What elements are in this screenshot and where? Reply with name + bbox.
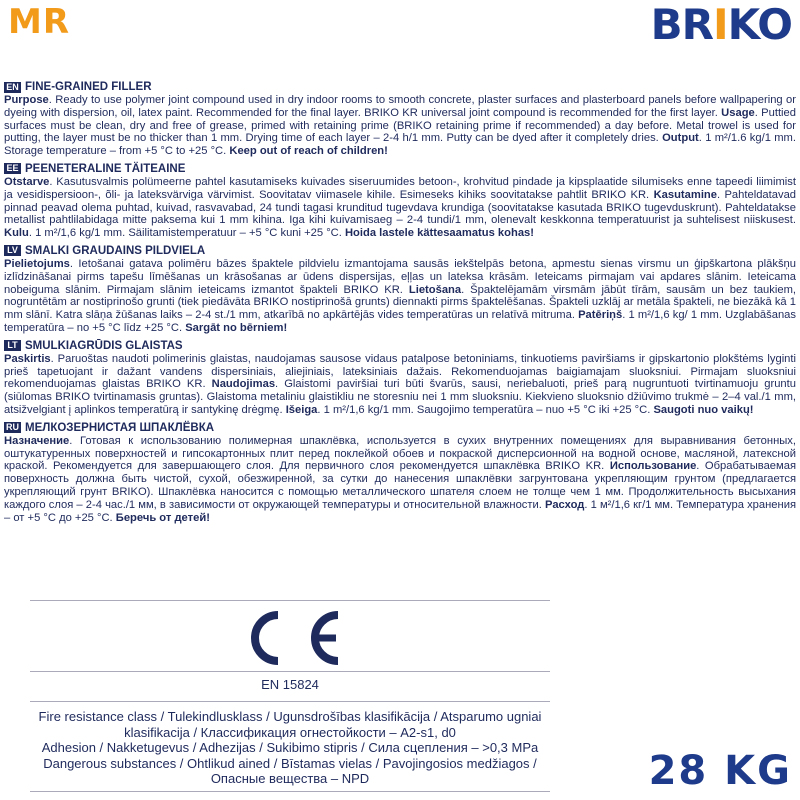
bold-term: Patēriņš — [578, 309, 623, 322]
net-weight: 28 KG — [648, 748, 792, 794]
body-text: . Paruoštas naudoti polimerinis glaistas, naudojamas sausose vidaus patalpose betoniniams, tinkuotiems paviršiams ir gipskartonio plokštėms lyginti prieš tapetuojant ir dažant vandens dispersiniais, aliejiniais, lateksiniais dažais. Rekomenduojamas baigiamajam sluoksniui. Pirmajam sluoksniui rekomenduojamas glaistas BRIKO KR. — [4, 352, 796, 391]
language-badge: EE — [4, 163, 21, 174]
section-lt — [4, 339, 796, 417]
ce-declaration — [30, 600, 550, 792]
ce-mark-icon — [226, 609, 346, 667]
section-ee — [4, 162, 796, 240]
bold-term: Purpose — [4, 94, 49, 106]
body-text: . 1 m²/1,6 kg/1 mm. Säilitamistemperatuur – +5 °C kuni +25 °C. — [28, 227, 345, 240]
section-body — [4, 353, 796, 417]
body-text: . Обрабатываемая поверхность должна быть чистой, сухой, обезжиренной, за сутки до нанесения шпаклёвки загрунтована укрепляющим грунтом (предлагается укрепляющий грунт BRIKO). Шпаклёвка наносится с помощью металлического шпателя слоем не толще чем 1 мм. Продолжительность высыхания каждого слоя – 2-4 час./1 мм, в зависимости от окружающей температуры и относительной влажности. — [4, 460, 797, 511]
section-body — [4, 435, 796, 525]
bold-term: Keep out of reach of children! — [229, 145, 388, 158]
bold-term: Saugoti nuo vaikų! — [653, 403, 754, 416]
bold-term: Usage — [721, 106, 755, 119]
body-text: . Ready to use polymer joint compound used in dry indoor rooms to smooth concrete, plaster surfaces and plasterboard panels before wallpapering or dyeing with dispersion, oil, latex paint. Recommended for the final layer. BRIKO KR universal joint compound is recommended for the first layer. — [4, 94, 796, 119]
property-line: Опасные вещества – NPD — [210, 771, 370, 786]
property-line: Adhesion / Nakketugevus / Adhezijas / Sukibimo stipris / Сила сцепления – >0,3 MPa — [41, 740, 539, 755]
language-badge: EN — [4, 82, 21, 93]
body-text: . 1 m²/1.6 kg/1 mm. Storage temperature – from +5 °C to +25 °C. — [4, 132, 796, 158]
briko-logo: BRIKO — [650, 0, 792, 49]
section-title: SMALKI GRAUDAINS PILDVIELA — [25, 244, 206, 257]
body-text: . Špaktelējamām virsmām jābūt tīrām, sausām un bez taukiem, nogruntētām ar nostiprinošo grunti (tiek piedāvāta BRIKO nostiprinošā grunts) diennakti pirms špaktelēšanas. Špakteli uzklāj ar metāla špakteli, ne biezākā kā 1 mm slānī. Katra slāņa žūšanas laiks – 2-4 st./1 mm, atkarībā no apkārtējās vides temperatūras un relatīvā mitruma. — [4, 283, 796, 322]
instructions-text — [4, 80, 796, 528]
bold-term: Kulu — [4, 227, 29, 240]
section-header — [4, 421, 796, 435]
section-body — [4, 176, 796, 240]
product-code: MR — [8, 2, 71, 42]
bold-term: Output — [662, 132, 699, 145]
divider — [30, 671, 550, 672]
section-body — [4, 258, 796, 335]
body-text: . 1 m²/1,6 kg/ 1 mm. Uzglabāšanas temperatūra – no +5 °C līdz +25 °C. — [4, 309, 796, 334]
language-badge: LT — [4, 340, 21, 351]
body-text: . Ietošanai gatava polimēru bāzes špaktele pildvielu izmantojama sausās iekštelpās betona, apmestu sienas virsmu un ģipškartona plākšņu izlīdzināšanai pirms tapešu līmēšanas un krāsošanas ar ūdens dispersijas, eļļas un lateksa krāsām. Ieteicams pirmajam vai apdares slānim. Ieteicama nobeiguma slānim. Pirmajam slānim ieteicams izmantot špakteli BRIKO KR. — [4, 257, 796, 296]
body-text: . Pahteldatavad pinnad peavad olema puhtad, kuivad, rasvavabad, 24 tundi tagasi krunditud tugevdava krundiga (soovitatakse kasutada BRIKO tugevduskrunt). Pahteldatakse metallist pahtlilabidaga mitte paksema kui 1 mm kihina. Iga kihi kuivamisaeg – 2-4 tundi/1 mm, olenevalt keskkonna temperatuurist ja suhtelisest niiskusest. — [4, 188, 797, 227]
language-badge: RU — [6, 422, 19, 433]
bold-term: Lietošana — [408, 283, 462, 296]
section-header — [4, 339, 796, 353]
section-header — [4, 162, 796, 176]
property-line: Dangerous substances / Ohtlikud ained / Bīstamas vielas / Pavojingosios medžiagos / — [43, 755, 537, 771]
body-text: . 1 м²/1,6 кг/1 мм. Температура хранения – от +5 °С до +25 °С. — [4, 498, 796, 524]
property-line: Fire resistance class / Tulekindlusklass / Ugunsdrošības klasifikācija / Atsparumo ugniai — [38, 709, 542, 724]
bold-term: Использование — [609, 460, 697, 473]
bold-term: Naudojimas — [211, 378, 276, 391]
bold-term: Расход — [545, 498, 585, 511]
body-text: . Puttied surfaces must be clean, dry and free of grease, primed with retaining prime (BRIKO retaining prime if recommended) a day before. Metal trowel is used for putting, the layer must be no thicker than 1 mm. Drying time of each layer – 2-4 h/1 mm. Putty can be dyed after it completely dries. — [4, 106, 796, 145]
property-line: klasifikacija / Классификация огнестойкости – A2-s1, d0 — [124, 724, 456, 740]
section-title: SMULKIAGRŪDIS GLAISTAS — [25, 339, 183, 352]
body-text: . Glaistomi paviršiai turi būti švarūs, sausi, neriebaluoti, prieš parą nugruntuoti tvirtinamuoju gruntu (siūlomas BRIKO tvirtinamasis gruntas). Glaistoma metaliniu glaistikliu ne storesniu nei 1 mm sluoksniu. Kiekvieno sluoksnio džiūvimo trukmė – 2–4 val./1 mm, atsižvelgiant į aplinkos temperatūrą ir santykinę drėgmę. — [4, 378, 796, 416]
body-text: . 1 m²/1,6 kg/1 mm. Saugojimo temperatūra – nuo +5 °C iki +25 °C. — [317, 403, 654, 416]
language-badge: LV — [4, 245, 21, 256]
bold-term: Otstarve — [4, 175, 50, 188]
standard-code: EN 15824 — [261, 677, 319, 692]
bold-term: Hoida lastele kättesaamatus kohas! — [344, 227, 534, 240]
performance-properties — [30, 709, 550, 787]
body-text: . Kasutusvalmis polümeerne pahtel kasutamiseks kuivades siseruumides betoon-, krohvitud pindade ja kipsplaatide silumiseks enne tapeedi liimimist ja vesidispersioon-, õli- ja lateksvärviga värvimist. Soovitatav viimasele kihile. Esimeseks kihiks soovitatakse pahtlit BRIKO KR. — [4, 175, 796, 201]
section-title: FINE-GRAINED FILLER — [25, 81, 152, 93]
section-title: PEENETERALINE TÄITEAINE — [25, 162, 186, 175]
bold-term: Pielietojums — [4, 257, 70, 270]
section-header — [4, 80, 796, 94]
bold-term: Sargāt no bērniem! — [185, 321, 288, 334]
bold-term: Paskirtis — [4, 352, 51, 365]
bold-term: Kasutamine — [653, 188, 717, 201]
section-title: МЕЛКОЗЕРНИСТАЯ ШПАКЛЁВКА — [25, 421, 215, 434]
body-text: . Готовая к использованию полимерная шпаклёвка, используется в сухих внутренних помещениях для выравнивания бетонных, оштукатуренных поверхностей и гипсокартонных плит перед поклейкой обоев и покраской дисперсионной на водной основе, масляной, латексной краской. Рекомендуется для завершающего слоя. Для первичного слоя рекомендуется шпаклёвка BRIKO KR. — [4, 434, 796, 473]
section-header — [4, 244, 796, 258]
bold-term: Беречь от детей! — [115, 511, 210, 524]
section-en — [4, 80, 796, 158]
section-body — [4, 94, 796, 158]
bold-term: Išeiga — [285, 403, 318, 416]
section-ru — [4, 421, 796, 525]
section-lv — [4, 244, 796, 335]
divider — [30, 701, 550, 702]
bold-term: Назначение — [4, 434, 70, 447]
